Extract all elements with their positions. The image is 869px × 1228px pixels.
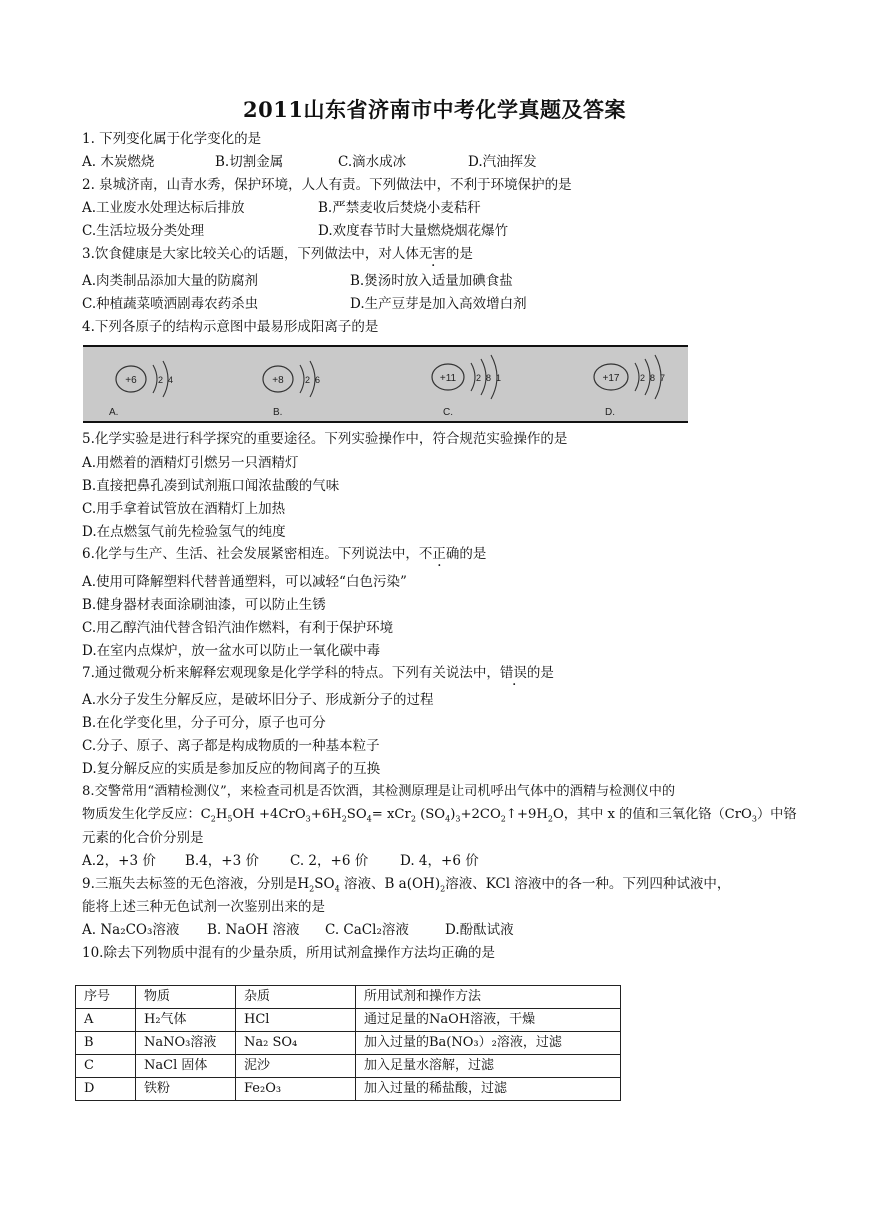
q3-stem <box>82 245 473 263</box>
q3-option-b: B.煲汤时放入适量加碘食盐 <box>350 273 513 289</box>
table-cell: 加入过量的Ba(NO₃）₂溶液，过滤 <box>356 1032 621 1055</box>
q8-option-d: D. 4，+6 价 <box>400 853 479 869</box>
q6-option-c: C.用乙醇汽油代替含铅汽油作燃料，有利于保护环境 <box>82 620 394 636</box>
q6-option-b: B.健身器材表面涂刷油漆，可以防止生锈 <box>82 597 326 613</box>
table-cell: HCl <box>236 1009 356 1032</box>
q1-option-c: C.滴水成冰 <box>338 154 407 170</box>
q3-stem-text: 3.饮食健康是大家比较关心的话题，下列做法中，对人体 <box>82 246 419 262</box>
table-cell: NaCl 固体 <box>136 1055 236 1078</box>
q7-emphasis: 错误 <box>499 665 527 681</box>
atom-a-shell-2: 4 <box>168 375 174 385</box>
q3-option-c: C.种植蔬菜喷洒剧毒农药杀虫 <box>82 296 259 312</box>
atom-b <box>263 361 320 418</box>
atom-d-nucleus: +17 <box>602 373 620 384</box>
q6-option-a: A.使用可降解塑料代替普通塑料，可以减轻“白色污染” <box>82 574 407 590</box>
q7-stem <box>82 664 554 682</box>
table-cell: C <box>76 1055 136 1078</box>
q8-stem-line-1: 8.交警常用“酒精检测仪”，来检查司机是否饮酒，其检测原理是让司机呼出气体中的酒精与检测仪中的 <box>82 784 676 799</box>
table-cell: H₂气体 <box>136 1009 236 1032</box>
q2-option-c: C.生活垃圾分类处理 <box>82 223 205 239</box>
table-row <box>76 1032 621 1055</box>
table-row <box>76 1078 621 1101</box>
q1-option-a: A. 木炭燃烧 <box>82 154 155 170</box>
atom-a-label: A. <box>109 407 119 418</box>
q6-stem <box>82 545 486 563</box>
q8-option-a: A.2，+3 价 <box>82 853 156 869</box>
table-header-row <box>76 986 621 1009</box>
table-cell: Fe₂O₃ <box>236 1078 356 1101</box>
impurity-removal-table <box>75 985 621 1101</box>
table-cell: NaNO₃溶液 <box>136 1032 236 1055</box>
atom-c-shell-1: 2 <box>476 373 482 383</box>
q8-stem-line-2: 物质发生化学反应：$C_2H_5OH +4CrO_3+6H_2SO_4= xCr_2$ $(SO_4)_3+2CO_2↑+9H_2O$，其中 x 的值和三氧化铬（CrO$_3$）中铬 <box>82 807 797 824</box>
q3-stem-end: 的是 <box>445 246 473 262</box>
table-cell: 通过足量的NaOH溶液，干燥 <box>356 1009 621 1032</box>
atom-c-shell-2: 8 <box>486 373 492 383</box>
table-row <box>76 1055 621 1078</box>
q7-option-a: A.水分子发生分解反应，是破坏旧分子、形成新分子的过程 <box>82 692 434 708</box>
q5-option-b: B.直接把鼻孔凑到试剂瓶口闻浓盐酸的气味 <box>82 478 340 494</box>
q9-option-c: C. CaCl₂溶液 <box>325 922 409 938</box>
q10-stem: 10.除去下列物质中混有的少量杂质，所用试剂盒操作方法均正确的是 <box>82 945 495 961</box>
atom-d-shell-3: 7 <box>660 373 666 383</box>
q5-option-c: C.用手拿着试管放在酒精灯上加热 <box>82 501 286 517</box>
table-cell: 加入足量水溶解，过滤 <box>356 1055 621 1078</box>
atom-d-label: D. <box>605 407 615 418</box>
table-cell: 铁粉 <box>136 1078 236 1101</box>
table-cell: A <box>76 1009 136 1032</box>
q8-option-c: C. 2，+6 价 <box>290 853 369 869</box>
q7-stem-end: 的是 <box>526 665 554 681</box>
atom-diagrams-svg <box>83 347 688 421</box>
table-cell: B <box>76 1032 136 1055</box>
q7-option-d: D.复分解反应的实质是参加反应的物间离子的互换 <box>82 761 381 777</box>
q8-option-b: B.4，+3 价 <box>185 853 259 869</box>
table-header-cell: 杂质 <box>236 986 356 1009</box>
q5-stem: 5.化学实验是进行科学探究的重要途径。下列实验操作中，符合规范实验操作的是 <box>82 431 568 447</box>
q3-option-a: A.肉类制品添加大量的防腐剂 <box>82 273 259 289</box>
q6-stem-text: 6.化学与生产、生活、社会发展紧密相连。下列说法中， <box>82 546 419 562</box>
atom-b-label: B. <box>273 407 283 418</box>
atom-a <box>109 361 173 418</box>
table-row <box>76 1009 621 1032</box>
q9-stem-line-2: 能将上述三种无色试剂一次鉴别出来的是 <box>82 899 325 915</box>
table-header-cell: 序号 <box>76 986 136 1009</box>
atom-c-nucleus: +11 <box>439 373 457 384</box>
atom-d <box>594 355 665 418</box>
q2-stem: 2. 泉城济南，山青水秀，保护环境，人人有责。下列做法中，不利于环境保护的是 <box>82 177 572 193</box>
q2-option-d: D.欢度春节时大量燃烧烟花爆竹 <box>318 223 509 239</box>
atom-d-shell-1: 2 <box>640 373 646 383</box>
q2-option-b: B.严禁麦收后焚烧小麦秸秆 <box>318 200 481 216</box>
atom-a-shell-1: 2 <box>158 375 164 385</box>
table-cell: 加入过量的稀盐酸，过滤 <box>356 1078 621 1101</box>
q4-stem: 4.下列各原子的结构示意图中最易形成阳离子的是 <box>82 319 379 335</box>
atom-b-shell-1: 2 <box>305 375 311 385</box>
q1-stem: 1. 下列变化属于化学变化的是 <box>82 131 262 147</box>
atom-c <box>432 355 501 418</box>
q9-stem-line-1: 9.三瓶失去标签的无色溶液，分别是$H_2SO_4$ 溶液、B $a(OH)_2$溶液、KCl 溶液中的各一种。下列四种试液中， <box>82 876 731 894</box>
q3-emphasis: 无害 <box>418 246 446 262</box>
q5-option-a: A.用燃着的酒精灯引燃另一只酒精灯 <box>82 455 299 471</box>
table-header-cell: 所用试剂和操作方法 <box>356 986 621 1009</box>
q9-option-d: D.酚酞试液 <box>445 922 514 938</box>
q7-option-b: B.在化学变化里，分子可分，原子也可分 <box>82 715 326 731</box>
q1-option-d: D.汽油挥发 <box>468 154 537 170</box>
q1-option-b: B.切割金属 <box>215 154 284 170</box>
q6-emphasis: 不正确 <box>418 546 460 562</box>
atom-b-nucleus: +8 <box>272 375 284 386</box>
atom-c-label: C. <box>443 407 453 418</box>
atomic-structure-diagram <box>83 345 688 423</box>
q5-option-d: D.在点燃氢气前先检验氢气的纯度 <box>82 524 286 540</box>
q7-option-c: C.分子、原子、离子都是构成物质的一种基本粒子 <box>82 738 380 754</box>
table-header-cell: 物质 <box>136 986 236 1009</box>
q9-option-a: A. Na₂CO₃溶液 <box>82 922 180 938</box>
atom-a-nucleus: +6 <box>125 375 137 386</box>
table-cell: 泥沙 <box>236 1055 356 1078</box>
q8-stem-line-3: 元素的化合价分别是 <box>82 830 204 846</box>
table-cell: D <box>76 1078 136 1101</box>
q2-option-a: A.工业废水处理达标后排放 <box>82 200 245 216</box>
page-title: 2011山东省济南市中考化学真题及答案 <box>243 97 626 122</box>
q7-stem-text: 7.通过微观分析来解释宏观现象是化学学科的特点。下列有关说法中， <box>82 665 500 681</box>
q6-stem-end: 的是 <box>459 546 487 562</box>
table-cell: Na₂ SO₄ <box>236 1032 356 1055</box>
atom-b-shell-2: 6 <box>315 375 321 385</box>
q6-option-d: D.在室内点煤炉，放一盆水可以防止一氧化碳中毒 <box>82 643 381 659</box>
atom-d-shell-2: 8 <box>650 373 656 383</box>
q9-option-b: B. NaOH 溶液 <box>207 922 300 938</box>
q3-option-d: D.生产豆芽是加入高效增白剂 <box>350 296 527 312</box>
atom-c-shell-3: 1 <box>496 373 502 383</box>
